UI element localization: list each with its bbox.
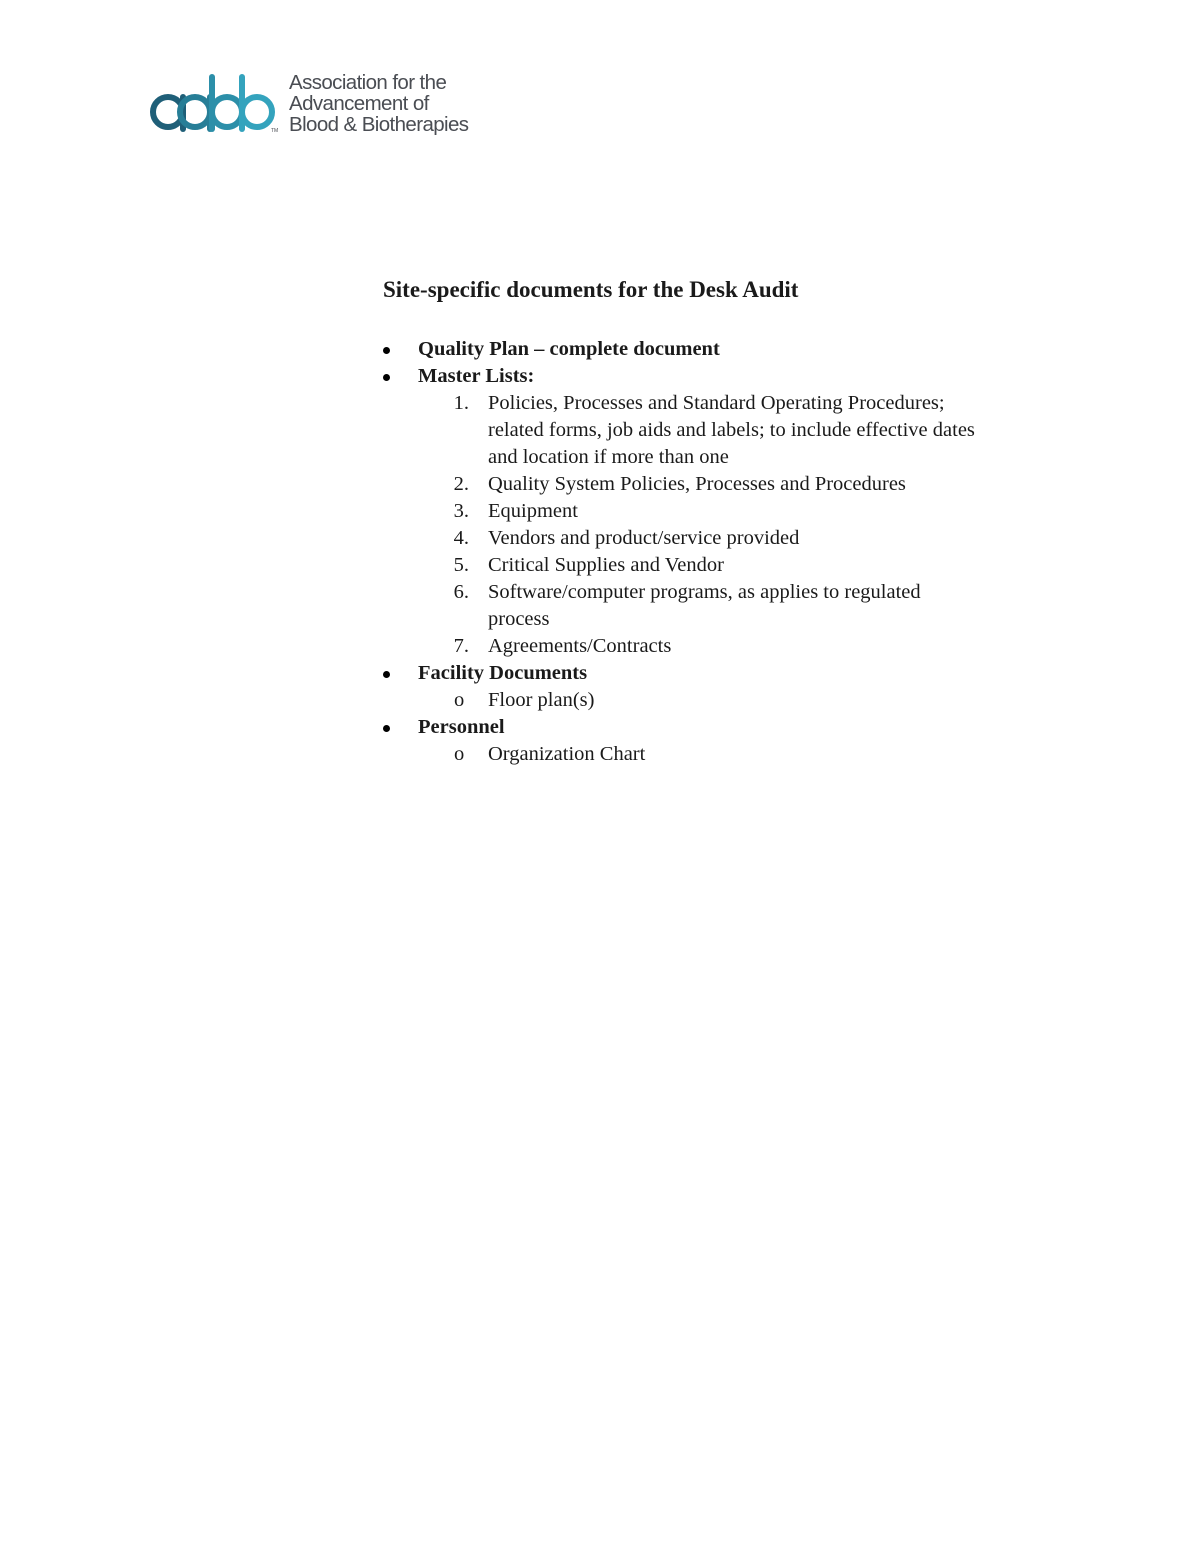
entry-text: Software/computer programs, as applies to regulated [488, 581, 921, 603]
entry-text: Critical Supplies and Vendor [488, 554, 724, 576]
list-item-quality-plan [383, 336, 1083, 363]
entry-text: Quality System Policies, Processes and Procedures [488, 473, 906, 495]
entry-number: 6. [453, 581, 469, 603]
entry-text: related forms, job aids and labels; to include effective dates [488, 419, 975, 441]
master-list-entry-3 [383, 498, 1083, 525]
entry-number: 3. [453, 500, 469, 522]
circle-bullet-icon: o [454, 743, 465, 765]
list-item-label: Master Lists: [418, 365, 535, 387]
entry-text: process [488, 608, 550, 630]
list-item-master-lists [383, 363, 1083, 390]
bullet-icon [383, 671, 390, 678]
sub-item-text: Floor plan(s) [488, 689, 595, 711]
master-list-entry-1-cont [383, 417, 1083, 444]
aabb-logo [148, 70, 478, 140]
master-list-entry-1-cont [383, 444, 1083, 471]
bullet-icon [383, 725, 390, 732]
master-list-entry-1 [383, 390, 1083, 417]
list-item-label: Personnel [418, 716, 505, 738]
master-list-entry-4 [383, 525, 1083, 552]
sub-item-organization-chart [383, 741, 1083, 768]
logo-line-3: Blood & Biotherapies [289, 113, 469, 136]
entry-text: Equipment [488, 500, 578, 522]
master-list-entry-7 [383, 633, 1083, 660]
entry-number: 4. [453, 527, 469, 549]
bullet-icon [383, 347, 390, 354]
entry-text: Vendors and product/service provided [488, 527, 800, 549]
entry-number: 5. [453, 554, 469, 576]
aabb-logo-mark [148, 70, 283, 136]
list-item-facility-documents [383, 660, 1083, 687]
sub-item-floor-plans [383, 687, 1083, 714]
list-item-personnel [383, 714, 1083, 741]
entry-number: 7. [453, 635, 469, 657]
logo-wordmark [289, 72, 468, 135]
entry-text: Policies, Processes and Standard Operating Procedures; [488, 392, 945, 414]
svg-text:TM: TM [271, 128, 279, 134]
entry-text: and location if more than one [488, 446, 729, 468]
bullet-icon [383, 374, 390, 381]
sub-item-text: Organization Chart [488, 743, 646, 765]
logo-line-1: Association for the [289, 71, 447, 94]
master-list-entry-6-cont [383, 606, 1083, 633]
document-title: Site-specific documents for the Desk Audit [383, 277, 799, 302]
list-item-label: Quality Plan – complete document [418, 338, 720, 360]
logo-line-2: Advancement of [289, 92, 429, 115]
entry-number: 1. [453, 392, 469, 414]
master-list-entry-6 [383, 579, 1083, 606]
circle-bullet-icon: o [454, 689, 465, 711]
master-list-entry-5 [383, 552, 1083, 579]
master-list-entry-2 [383, 471, 1083, 498]
document-list [383, 336, 1083, 768]
entry-number: 2. [453, 473, 469, 495]
entry-text: Agreements/Contracts [488, 635, 672, 657]
list-item-label: Facility Documents [418, 662, 588, 684]
